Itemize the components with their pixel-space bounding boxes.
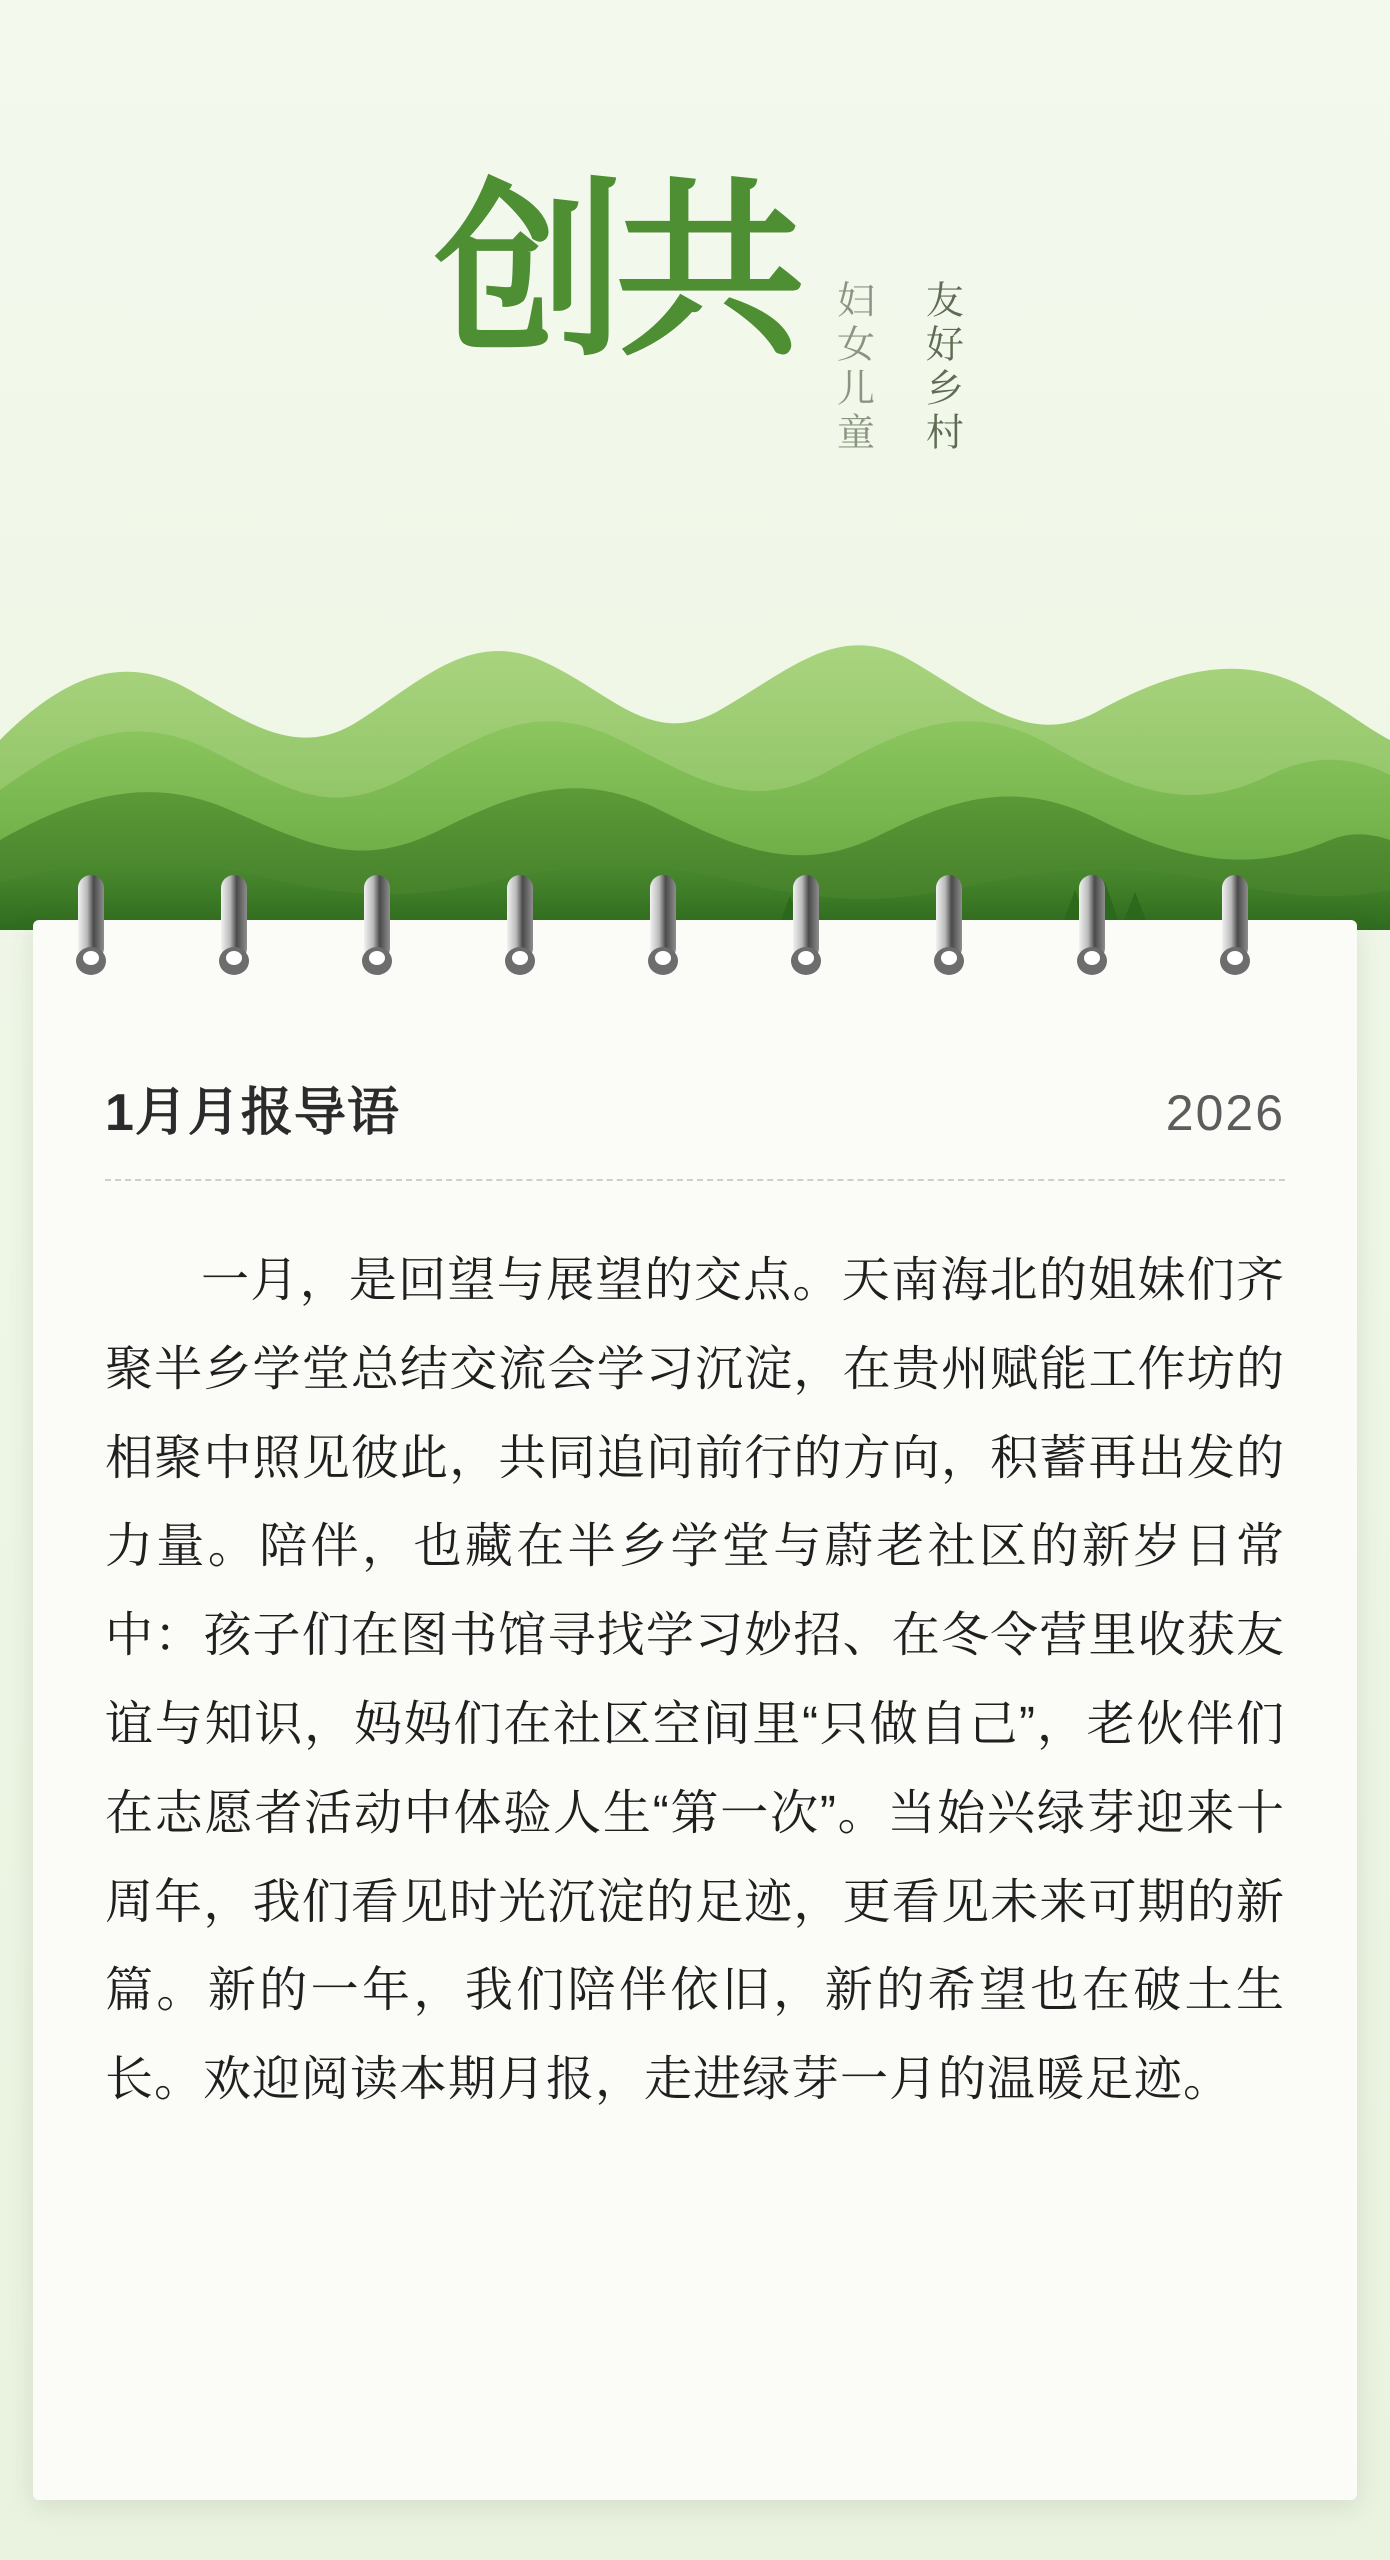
article-body: 一月，是回望与展望的交点。天南海北的姐妹们齐聚半乡学堂总结交流会学习沉淀，在贵州赋能工作坊的相聚中照见彼此，共同追问前行的方向，积蓄再出发的力量。陪伴，也藏在半乡学堂与蔚老社区的新岁日常中：孩子们在图书馆寻找学习妙招、在冬令营里收获友谊与知识，妈妈们在社区空间里“只做自己”，老伙伴们在志愿者活动中体验人生“第一次”。当始兴绿芽迎来十周年，我们看见时光沉淀的足迹，更看见未来可期的新篇。新的一年，我们陪伴依旧，新的希望也在破土生长。欢迎阅读本期月报，走进绿芽一月的温暖足迹。 [105, 1254, 1285, 2107]
hero-section [0, 0, 1390, 930]
notebook-card [33, 920, 1357, 2500]
subtitle-right-column: 友好乡村 [919, 280, 962, 456]
main-title: 共创 [406, 170, 797, 362]
card-content [33, 920, 1357, 2500]
header-divider [105, 1179, 1285, 1181]
subtitle-group [822, 280, 970, 456]
title-block [0, 170, 1390, 540]
mountain-illustration [0, 590, 1390, 930]
card-bottom-edge [33, 2440, 1357, 2500]
subtitle-left-column: 妇女儿童 [830, 280, 873, 456]
card-year: 2026 [1165, 1085, 1285, 1141]
card-header [105, 1070, 1285, 1145]
card-title: 1月月报导语 [105, 1084, 400, 1142]
